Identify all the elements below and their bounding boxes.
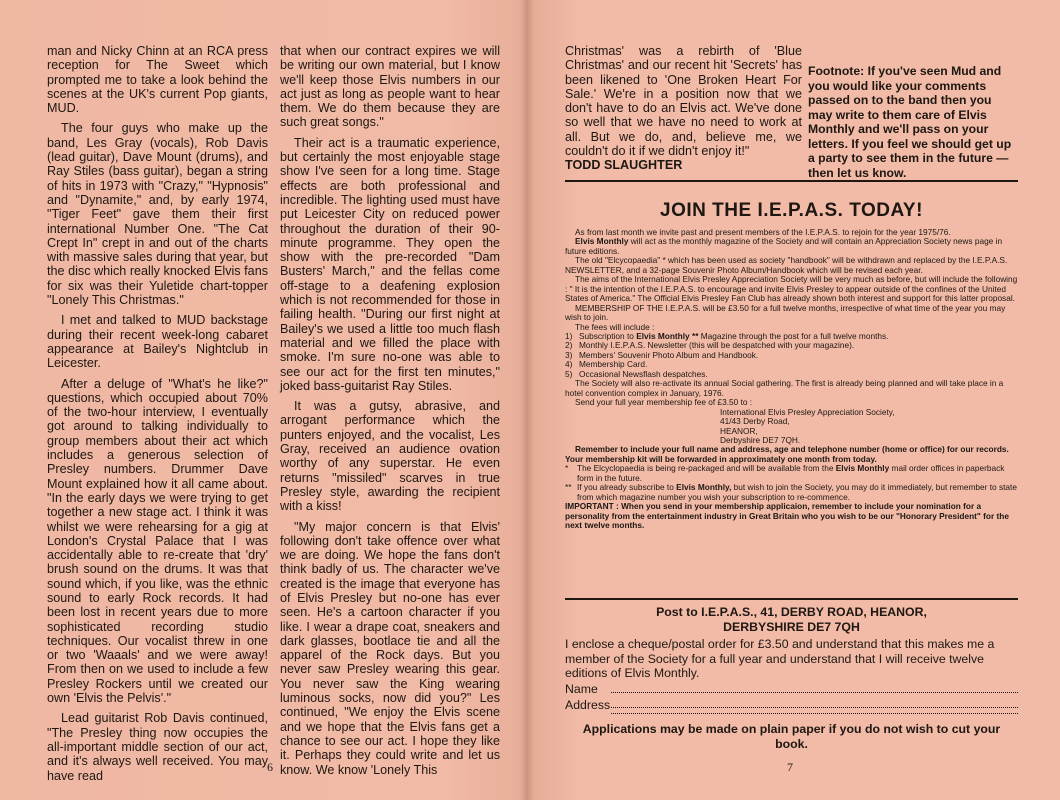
note-text <box>577 483 1018 502</box>
paragraph: Their act is a traumatic experience, but certainly the most enjoyable stage show I've seen for a long time. Stage effects are both professional and incredible. The lighting used must have put Leicester City on reduced power throughout the duration of their 90-minute programme. They open the show with the pre-recorded "Dam Busters' March," and the fellas come off-stage to a deafening explosion which is not recommended for those in failing health. "During our first night at Bailey's we used a little too much flash material and we filled the place with smoke. I'm sure no-one was able to see our act for the first ten minutes," joked bass-guitarist Ray Stiles. <box>280 135 500 393</box>
note-text-part: If you already subscribe to <box>577 482 677 493</box>
important-note: IMPORTANT : When you send in your membership applicaion, remember to include your nomination for a personality from the entertainment industry in Great Britain who you wish to be our "Honorary President" for the next twelve months. <box>565 501 1009 531</box>
page-number: 6 <box>267 760 273 774</box>
magazine-name: Elvis Monthly <box>575 236 629 247</box>
paragraph: man and Nicky Chinn at an RCA press reception for The Sweet which prompted me to take a look behind the scenes at the UK's current Pop giants, MUD. <box>47 44 268 116</box>
list-number: 1) <box>565 330 573 341</box>
membership-form <box>565 605 1018 751</box>
paragraph: I met and talked to MUD backstage during their recent week-long cabaret appearance at Bailey's Nightclub in Leicester. <box>47 313 268 371</box>
author-signature: TODD SLAUGHTER <box>565 158 683 173</box>
address-line[interactable] <box>611 713 1018 714</box>
address-field-continued[interactable] <box>565 713 1018 718</box>
address-field[interactable] <box>565 698 1018 713</box>
form-declaration: I enclose a cheque/postal order for £3.50 and understand that this makes me a member of the Society for a full year and understand that I will receive twelve editions of Elvis Monthly. <box>565 637 995 681</box>
left-page <box>0 0 527 800</box>
address-line[interactable] <box>611 698 1018 709</box>
list-text: Membership Card. <box>579 359 648 370</box>
address-line: Derbyshire DE7 7QH. <box>720 434 801 445</box>
list-text-part: Subscription to <box>579 330 637 341</box>
paragraph-text: will act as the monthly magazine of the Society and will contain an Appreciation Society news page in future editions. <box>565 236 1003 256</box>
spacer <box>565 713 611 718</box>
paragraph: It was a gutsy, abrasive, and arrogant performance which the punters enjoyed, and the vocalist, Les Gray, received an audience ovation worthy of any superstar. He even returns "missiled" scarves in true Presley style, awarding the recipient with a kiss! <box>280 399 500 514</box>
article-column-2 <box>280 44 500 783</box>
paragraph: The old "Elcycopaedia" * which has been used as society "handbook" will be withdrawn and replaced by the I.E.P.A.S. NEWSLETTER, and a 32-page Souvenir Photo Album/Handbook which will be revised each year. <box>565 255 1008 275</box>
paragraph: The fees will include : <box>575 321 655 332</box>
list-text-part: Magazine through the post for a full twelve months. <box>698 330 889 341</box>
note-text-part: but wish to join the Society, you may do it immediately, but remember to state from which magazine number you wish your subscription to re-commence. <box>577 482 1017 502</box>
paragraph: Remember to include your full name and address, age and telephone number (home or office) for our records. Your membership kit will be forwarded in approximately one month from today. <box>565 444 1009 464</box>
list-number: 4) <box>565 359 573 370</box>
article-column-1 <box>47 44 268 789</box>
paragraph: "My major concern is that Elvis' following don't take offence over what we are doing. We hope the fans don't think badly of us. The character we've created is the image that everyone has of Elvis Presley but no-one has ever seen. He's a cartoon character if you like. I wear a drape coat, sneakers and dark glasses, bootlace tie and all the apparel of the Rock days. But you never saw Presley wearing this gear. You never saw the King wearing luminous socks, now did you?" Les continued, "We enjoy the Elvis scene and we hope that the Elvis fans get a chance to see our act. I hope they like it. Perhaps they could write and let us know. We know 'Lonely This <box>280 519 500 777</box>
name-label: Name <box>565 681 598 696</box>
address-line: International Elvis Presley Appreciation Society, <box>720 406 895 417</box>
paragraph: The Society will also re-activate its annual Social gathering. The first is already being planned and will take place in a hotel convention complex in January, 1976. <box>565 378 1004 398</box>
paragraph: After a deluge of "What's he like?" questions, which occupied about 70% of the two-hour interview, I eventually got around to talking individually to group members about their act which includes a generous selection of Presley numbers. Drummer Dave Mount explained how it all came about. "In the early days we were trying to get together a new stage act. I think it was whilst we were rehearsing for a gig at London's Crystal Palace that I was accidentally able to re-create that 'dry' brush sound on the drums. It was that sound which, if you like, was the ethnic sound to early Rock records. It had been lost in recent years due to more sophisticated recording studio techniques. Our vocalist threw in one or two 'Waaals' and we were away! From then on we used to include a few Presley Rockers until we created our own 'Elvis the Pelvis'." <box>47 376 268 706</box>
paragraph <box>565 237 1018 256</box>
divider <box>565 180 1018 182</box>
list-text: Occasional Newsflash despatches. <box>579 368 708 379</box>
membership-details <box>565 228 1018 531</box>
article-continuation <box>565 44 802 173</box>
list-text: Members' Souvenir Photo Album and Handbook. <box>579 349 759 360</box>
page-gutter <box>520 0 534 800</box>
paragraph: Send your full year membership fee of £3.50 to : <box>575 397 753 408</box>
paragraph: The aims of the International Elvis Presley Appreciation Society will be very much as before, but will include the following : " It is the intention of the I.E.P.A.S. to encourage and invite Elvis Presley to appear outside of the confines of the United States of America." The Official Elvis Presley Fan Club has already shown both interest and support for this latter proposal. <box>565 274 1018 304</box>
paragraph: The four guys who make up the band, Les Gray (vocals), Rob Davis (lead guitar), Dave Mount (drums), and Ray Stiles (bass guitar), began a string of hits in 1973 with "Crazy," "Hypnosis" and "Dynamite," and, by early 1974, "Tiger Feet" gave them their first international Number One. "The Cat Crept In" crept in and out of the charts with massive sales during that year, but the disc which really knocked Elvis fans for six was their Yuletide chart-topper "Lonely This Christmas." <box>47 121 268 308</box>
paragraph: Lead guitarist Rob Davis continued, "The Presley thing now occupies the all-important middle section of our act, and it's always well received. You may have read <box>47 711 268 783</box>
page-number: 7 <box>787 760 793 774</box>
form-header-line: Post to I.E.P.A.S., 41, DERBY ROAD, HEANOR, <box>656 605 927 619</box>
asterisk-marker: * <box>565 463 569 474</box>
list-text: Monthly I.E.P.A.S. Newsletter (this will be despatched with your magazine). <box>579 340 855 351</box>
applications-note: Applications may be made on plain paper if you do not wish to cut your book. <box>582 722 1001 751</box>
name-line[interactable] <box>611 682 1018 693</box>
paragraph: As from last month we invite past and present members of the I.E.P.A.S. to rejoin for the year 1975/76. <box>575 227 951 237</box>
note-text-part: The Elcyclopaedia is being re-packaged and will be available from the <box>577 463 836 474</box>
address-line: 41/43 Derby Road, <box>720 416 790 427</box>
address-label: Address <box>565 697 611 712</box>
asterisk-marker: ** <box>565 482 572 493</box>
paragraph: MEMBERSHIP OF THE I.E.P.A.S. will be £3.50 for a full twelve months, irrespective of what time of the year you may wish to join. <box>565 302 1006 323</box>
note-text <box>577 464 1018 483</box>
divider <box>565 598 1018 600</box>
footnote-item <box>565 464 1018 483</box>
form-header-line: DERBYSHIRE DE7 7QH <box>723 619 860 634</box>
list-number: 5) <box>565 368 573 379</box>
join-heading: JOIN THE I.E.P.A.S. TODAY! <box>660 200 923 221</box>
fees-list <box>565 332 1018 379</box>
paragraph: that when our contract expires we will be writing our own material, but I know we'll keep those Elvis numbers in our act just as long as people want to hear them. We do them because they are such great songs." <box>280 44 500 130</box>
footnote-box: Footnote: If you've seen Mud and you would like your comments passed on to the band then you may write to them care of Elvis Monthly and we'll pass on your letters. If you feel we should get up a party to see them in the future — then let us know. <box>808 64 1012 180</box>
list-number: 2) <box>565 340 573 351</box>
name-field[interactable] <box>565 682 1018 697</box>
footnote-item <box>565 483 1018 502</box>
magazine-name: Elvis Monthly <box>835 463 890 474</box>
note-text-part: mail order offices in paperback form in the future. <box>577 463 1005 483</box>
address-line: HEANOR, <box>720 425 758 436</box>
magazine-name: Elvis Monthly ** <box>636 330 699 341</box>
paragraph: Christmas' was a rebirth of 'Blue Christmas' and our recent hit 'Secrets' has been likened to 'One Broken Heart For Sale.' We're in a position now that we don't have to do an Elvis act. We've done so well that we have no need to work at all. But we do, and, believe me, we couldn't do it if we didn't enjoy it!" <box>565 44 802 159</box>
list-number: 3) <box>565 349 573 360</box>
magazine-name: Elvis Monthly, <box>676 482 732 493</box>
postal-address <box>565 408 1018 446</box>
